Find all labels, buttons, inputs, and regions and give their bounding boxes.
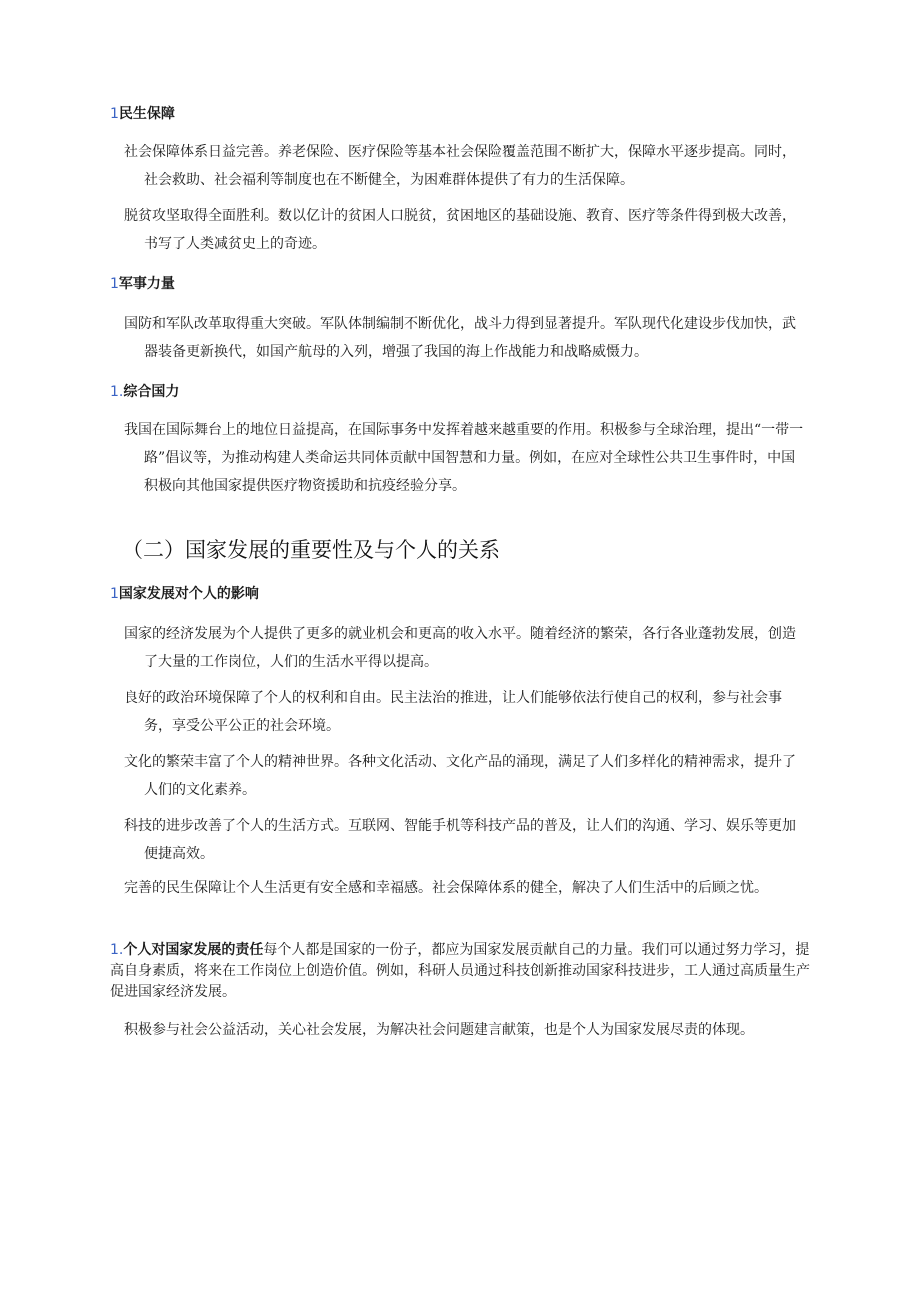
paragraph: 积极参与社会公益活动，关心社会发展，为解决社会问题建言献策，也是个人为国家发展尽责的体现。 [124, 1022, 754, 1038]
heading-text: 个人对国家发展的责任 [123, 942, 264, 958]
paragraph: 我国在国际舞台上的地位日益提高，在国际事务中发挥着越来越重要的作用。积极参与全球治理，提出“一带一路”倡议等，为推动构建人类命运共同体贡献中国智慧和力量。例如，在应对全球性公共卫生事件时，中国积极向其他国家提供医疗物资援助和抗疫经验分享。 [124, 422, 804, 494]
inline-body: 每个人都是国家的一份子，都应为国家发展贡献自己的力量。我们可以通过努力学习，提高自身素质，将来在工作岗位上创造价值。例如，科研人员通过科技创新推动国家科技进步，工人通过高质量生产促进国家经济发展。 [110, 942, 810, 1000]
heading-text: 国家发展对个人的影响 [118, 586, 259, 602]
heading-national-strength [110, 382, 179, 402]
heading-number: 1. [110, 942, 124, 958]
paragraph: 脱贫攻坚取得全面胜利。数以亿计的贫困人口脱贫，贫困地区的基础设施、教育、医疗等条件得到极大改善，书写了人类减贫史上的奇迹。 [124, 208, 796, 252]
heading-number: 1 [110, 106, 119, 122]
heading-livelihood [110, 104, 175, 124]
inline-heading [110, 942, 263, 958]
paragraph: 社会保障体系日益完善。养老保险、医疗保险等基本社会保险覆盖范围不断扩大，保障水平逐步提高。同时，社会救助、社会福利等制度也在不断健全，为困难群体提供了有力的生活保障。 [124, 144, 796, 188]
section-title: （二）国家发展的重要性及与个人的关系 [122, 538, 500, 562]
paragraph: 国防和军队改革取得重大突破。军队体制编制不断优化，战斗力得到显著提升。军队现代化建设步伐加快，武器装备更新换代，如国产航母的入列，增强了我国的海上作战能力和战略威慑力。 [124, 316, 796, 360]
paragraph: 科技的进步改善了个人的生活方式。互联网、智能手机等科技产品的普及，让人们的沟通、学习、娱乐等更加便捷高效。 [124, 818, 796, 862]
heading-military [110, 274, 175, 294]
heading-number: 1. [110, 384, 124, 400]
paragraph: 国家的经济发展为个人提供了更多的就业机会和更高的收入水平。随着经济的繁荣，各行各业蓬勃发展，创造了大量的工作岗位，人们的生活水平得以提高。 [124, 626, 796, 670]
heading-text: 综合国力 [123, 384, 180, 400]
heading-number: 1 [110, 586, 119, 602]
heading-text: 军事力量 [118, 276, 175, 292]
heading-number: 1 [110, 276, 119, 292]
heading-impact-on-individual [110, 584, 259, 604]
responsibility-paragraph [110, 940, 810, 1003]
heading-text: 民生保障 [118, 106, 175, 122]
paragraph: 完善的民生保障让个人生活更有安全感和幸福感。社会保障体系的健全，解决了人们生活中的后顾之忧。 [124, 880, 768, 896]
paragraph: 良好的政治环境保障了个人的权利和自由。民主法治的推进，让人们能够依法行使自己的权利，参与社会事务，享受公平公正的社会环境。 [124, 690, 782, 734]
paragraph: 文化的繁荣丰富了个人的精神世界。各种文化活动、文化产品的涌现，满足了人们多样化的精神需求，提升了人们的文化素养。 [124, 754, 796, 798]
